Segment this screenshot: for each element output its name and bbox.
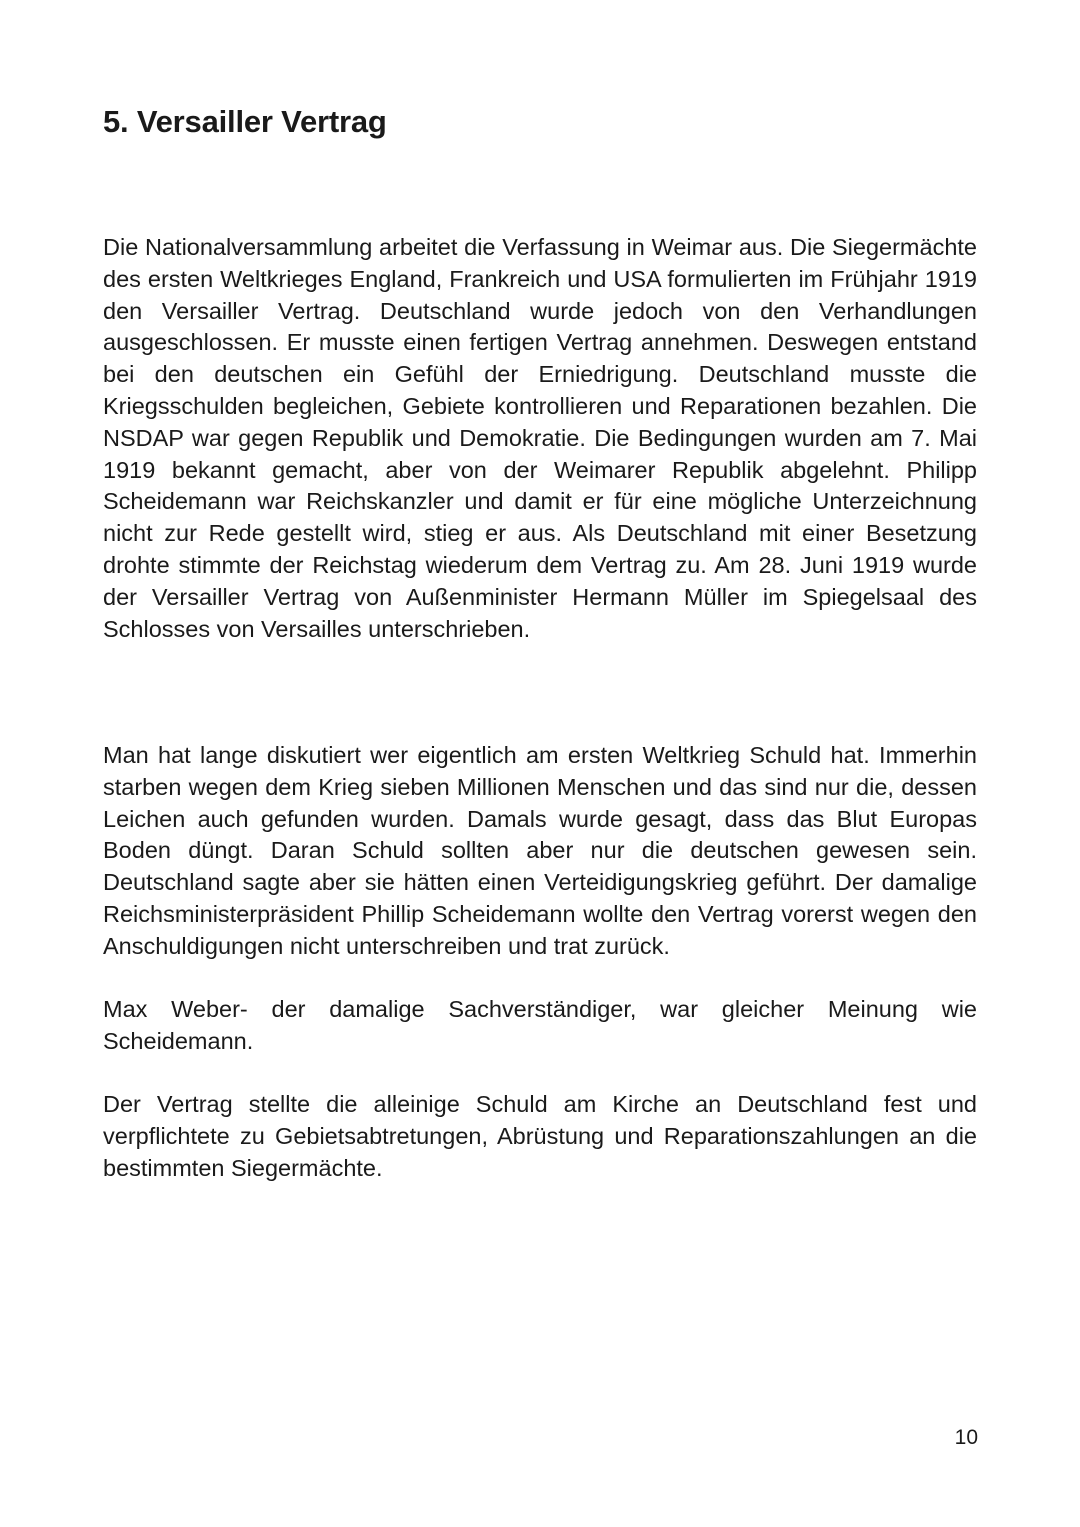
paragraph-versailles-treaty: Die Nationalversammlung arbeitet die Verfassung in Weimar aus. Die Siegermächte des ersten Weltkrieges England, Frankreich und USA formulierten im Frühjahr 1919 den Versailler Vertrag. Deutschland wurde jedoch von den Verhandlungen ausgeschlossen. Er musste einen fertigen Vertrag annehmen. Deswegen entstand bei den deutschen ein Gefühl der Erniedrigung. Deutschland musste die Kriegsschulden begleichen, Gebiete kontrollieren und Reparationen bezahlen. Die NSDAP war gegen Republik und Demokratie. Die Bedingungen wurden am 7. Mai 1919 bekannt gemacht, aber von der Weimarer Republik abgelehnt. Philipp Scheidemann war Reichskanzler und damit er für eine mögliche Unterzeichnung nicht zur Rede gestellt wird, stieg er aus. Als Deutschland mit einer Besetzung drohte stimmte der Reichstag wiederum dem Vertrag zu. Am 28. Juni 1919 wurde der Versailler Vertrag von Außenminister Hermann Müller im Spiegelsaal des Schlosses von Versailles unterschrieben. — [103, 234, 977, 642]
paragraph-war-guilt: Man hat lange diskutiert wer eigentlich am ersten Weltkrieg Schuld hat. Immerhin starben wegen dem Krieg sieben Millionen Menschen und das sind nur die, dessen Leichen auch gefunden wurden. Damals wurde gesagt, dass das Blut Europas Boden düngt. Daran Schuld sollten aber nur die deutschen gewesen sein. Deutschland sagte aber sie hätten einen Verteidigungskrieg geführt. Der damalige Reichsministerpräsident Phillip Scheidemann wollte den Vertrag vorerst wegen den Anschuldigungen nicht unterschreiben und trat zurück. — [103, 742, 977, 959]
paragraph-max-weber: Max Weber- der damalige Sachverständiger, war gleicher Meinung wie Scheidemann. — [103, 996, 977, 1054]
page-title: 5. Versailler Vertrag — [103, 104, 387, 139]
page-number: 10 — [954, 1426, 978, 1449]
paragraph-treaty-terms: Der Vertrag stellte die alleinige Schuld am Kirche an Deutschland fest und verpflichtete zu Gebietsabtretungen, Abrüstung und Reparationszahlungen an die bestimmten Siegermächte. — [103, 1091, 977, 1181]
